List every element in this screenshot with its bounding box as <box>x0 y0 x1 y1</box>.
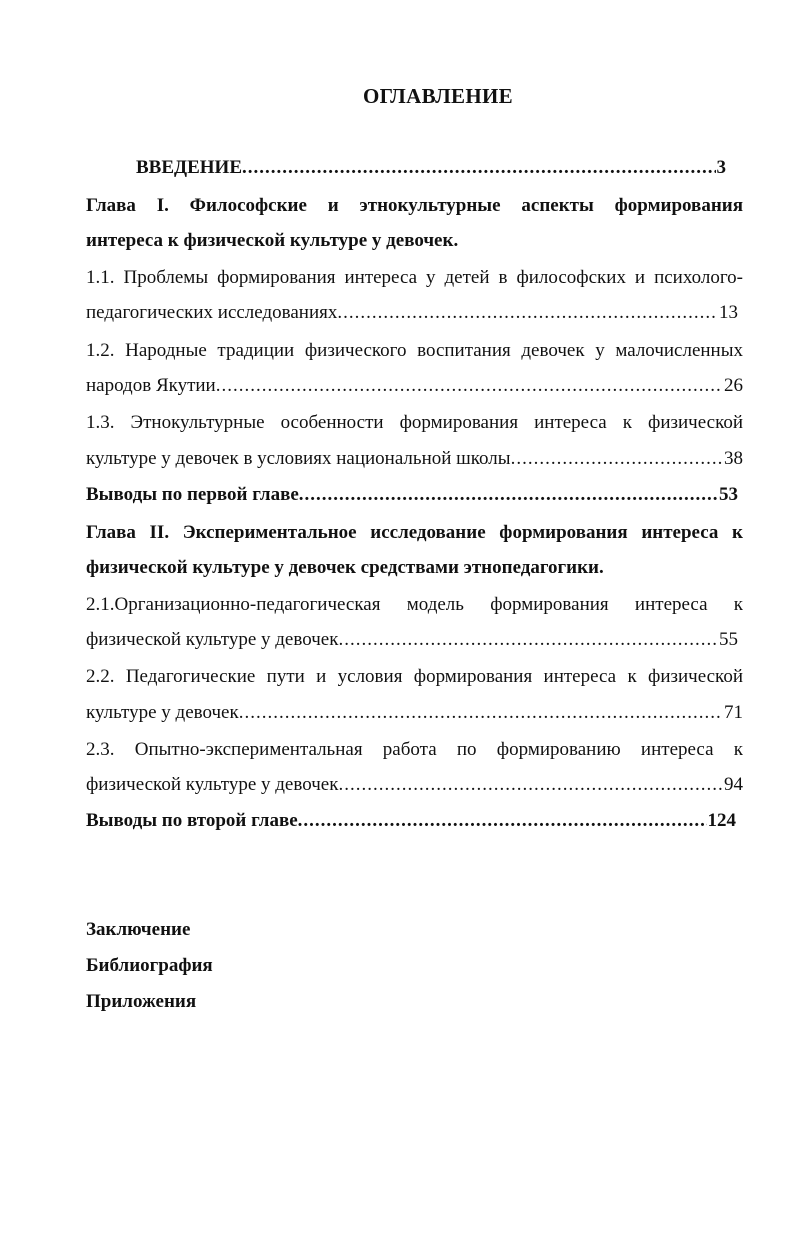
toc-entry-conclusion: Заключение <box>86 919 191 940</box>
toc-page-number: 3 <box>716 157 726 178</box>
toc-page-number: 53 <box>719 484 738 505</box>
chapter-1-heading-line-1: Глава I. Философские и этнокультурные аспекты формирования <box>86 195 743 216</box>
toc-entry-1-3-line-1: 1.3. Этнокультурные особенности формирования интереса к физической <box>86 412 743 433</box>
toc-entry-label: педагогических исследованиях <box>86 302 338 323</box>
toc-entry-label: Выводы по первой главе <box>86 484 299 505</box>
toc-entry-2-1-line-1: 2.1.Организационно-педагогическая модель формирования интереса к <box>86 594 743 615</box>
toc-page-number: 124 <box>707 810 736 831</box>
toc-entry-appendices: Приложения <box>86 991 197 1012</box>
chapter-1-heading-line-2: интереса к физической культуре у девочек. <box>86 230 459 251</box>
toc-entry-1-2-line-1: 1.2. Народные традиции физического воспитания девочек у малочисленных <box>86 340 743 361</box>
toc-entry-label: культуре у девочек в условиях национальной школы <box>86 448 511 469</box>
toc-page-number: 38 <box>724 448 743 469</box>
toc-leader-dots <box>338 627 718 653</box>
toc-leader-dots <box>337 300 718 326</box>
toc-entry-label: народов Якутии <box>86 375 216 396</box>
chapter-2-heading-line-2: физической культуре у девочек средствами этнопедагогики. <box>86 557 604 578</box>
toc-page-number: 71 <box>724 702 743 723</box>
toc-leader-dots <box>299 482 718 508</box>
toc-entry-chapter-2-conclusion <box>86 808 736 834</box>
toc-entry-1-3 <box>86 446 743 472</box>
toc-page-number: 94 <box>724 774 743 795</box>
toc-page-number: 26 <box>724 375 743 396</box>
toc-leader-dots <box>216 373 723 399</box>
toc-entry-2-2 <box>86 700 743 726</box>
toc-entry-2-3-line-1: 2.3. Опытно-экспериментальная работа по формированию интереса к <box>86 739 743 760</box>
toc-entry-1-1 <box>86 300 738 326</box>
page-title: ОГЛАВЛЕНИЕ <box>363 84 513 108</box>
toc-entry-1-1-line-1: 1.1. Проблемы формирования интереса у детей в философских и психолого- <box>86 267 743 288</box>
toc-entry-2-3 <box>86 772 743 798</box>
toc-leader-dots <box>298 808 707 834</box>
toc-entry-chapter-1-conclusion <box>86 482 738 508</box>
toc-entry-label: физической культуре у девочек <box>86 774 339 795</box>
toc-entry-label: ВВЕДЕНИЕ <box>136 157 242 178</box>
toc-entry-label: Выводы по второй главе <box>86 810 298 831</box>
toc-leader-dots <box>239 700 723 726</box>
toc-entry-bibliography: Библиография <box>86 955 213 976</box>
toc-page-number: 13 <box>719 302 738 323</box>
toc-entry-intro <box>136 155 726 181</box>
toc-entry-1-2 <box>86 373 743 399</box>
toc-entry-label: физической культуре у девочек <box>86 629 339 650</box>
toc-leader-dots <box>242 155 716 181</box>
toc-entry-2-1 <box>86 627 738 653</box>
chapter-2-heading-line-1: Глава II. Экспериментальное исследование формирования интереса к <box>86 522 743 543</box>
toc-leader-dots <box>338 772 723 798</box>
toc-entry-label: культуре у девочек <box>86 702 239 723</box>
toc-entry-2-2-line-1: 2.2. Педагогические пути и условия формирования интереса к физической <box>86 666 743 687</box>
toc-page-number: 55 <box>719 629 738 650</box>
toc-leader-dots <box>511 446 723 472</box>
